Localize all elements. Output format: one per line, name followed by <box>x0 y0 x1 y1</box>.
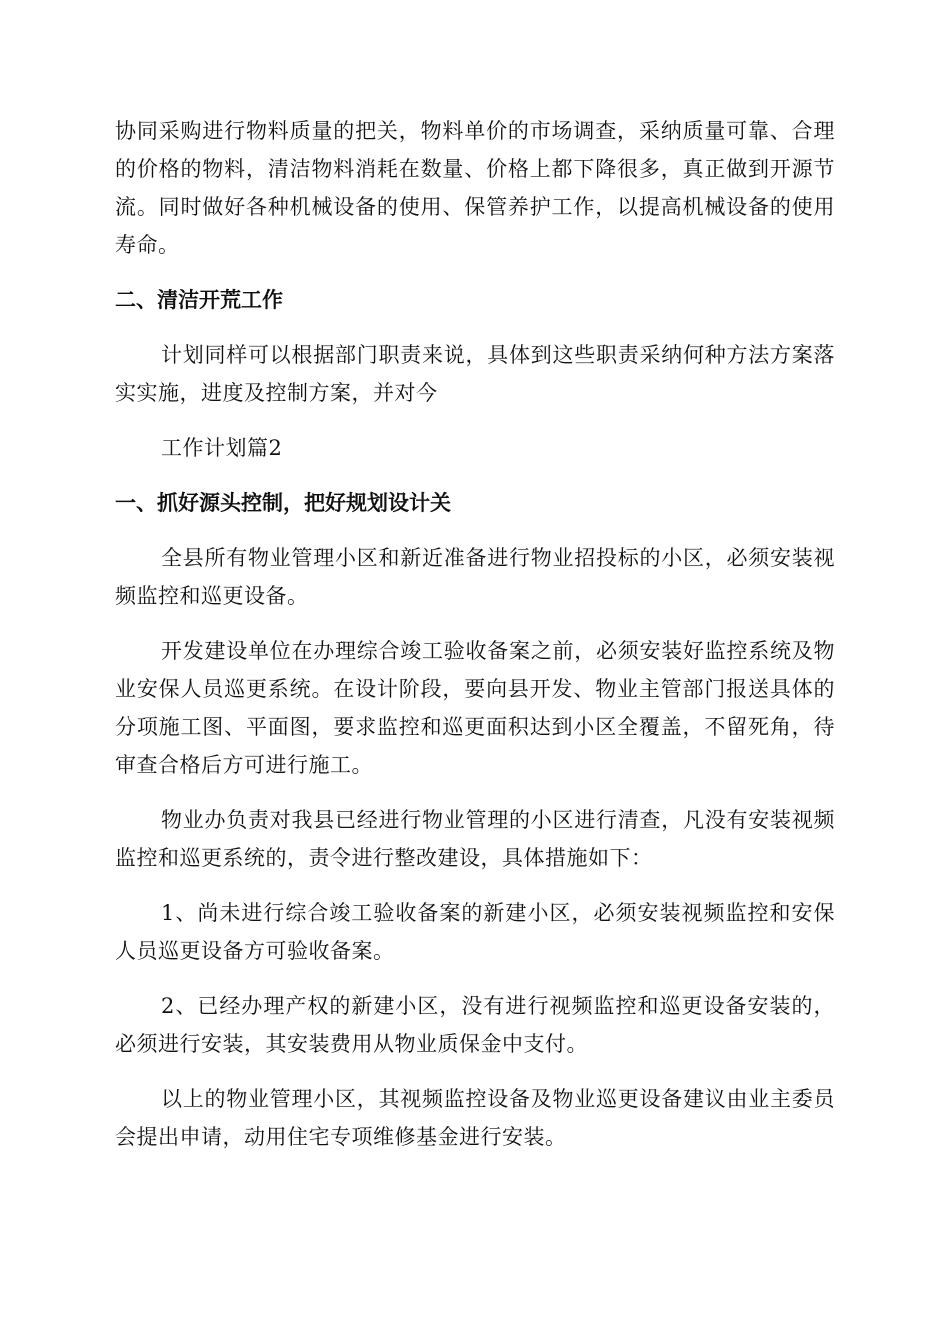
paragraph-measure-1: 1、尚未进行综合竣工验收备案的新建小区，必须安装视频监控和安保人员巡更设备方可验收备案。 <box>115 901 835 963</box>
paragraph-procurement: 协同采购进行物料质量的把关，物料单价的市场调查，采纳质量可靠、合理的价格的物料，清洁物料消耗在数量、价格上都下降很多，真正做到开源节流。同时做好各种机械设备的使用、保管养护工作，以提高机械设备的使用寿命。 <box>115 119 835 257</box>
paragraph-inspection: 物业办负责对我县已经进行物业管理的小区进行清查，凡没有安装视频监控和巡更系统的，责令进行整改建设，具体措施如下： <box>115 808 835 870</box>
paragraph-install-monitoring: 全县所有物业管理小区和新近准备进行物业招投标的小区，必须安装视频监控和巡更设备。 <box>115 546 835 608</box>
paragraph-plan-title: 工作计划篇2 <box>161 436 283 460</box>
section-heading-cleaning: 二、清洁开荒工作 <box>115 288 283 312</box>
document-page <box>115 112 835 1156</box>
paragraph-measure-2: 2、已经办理产权的新建小区，没有进行视频监控和巡更设备安装的，必须进行安装，其安装费用从物业质保金中支付。 <box>115 994 835 1056</box>
paragraph-maintenance-fund: 以上的物业管理小区，其视频监控设备及物业巡更设备建议由业主委员会提出申请，动用住宅专项维修基金进行安装。 <box>115 1087 835 1149</box>
paragraph-plan-duties: 计划同样可以根据部门职责来说，具体到这些职责采纳何种方法方案落实实施，进度及控制方案，并对今 <box>115 343 835 405</box>
section-heading-source-control: 一、抓好源头控制，把好规划设计关 <box>115 491 451 515</box>
paragraph-developer-requirements: 开发建设单位在办理综合竣工验收备案之前，必须安装好监控系统及物业安保人员巡更系统。在设计阶段，要向县开发、物业主管部门报送具体的分项施工图、平面图，要求监控和巡更面积达到小区全覆盖，不留死角，待审查合格后方可进行施工。 <box>115 639 835 777</box>
